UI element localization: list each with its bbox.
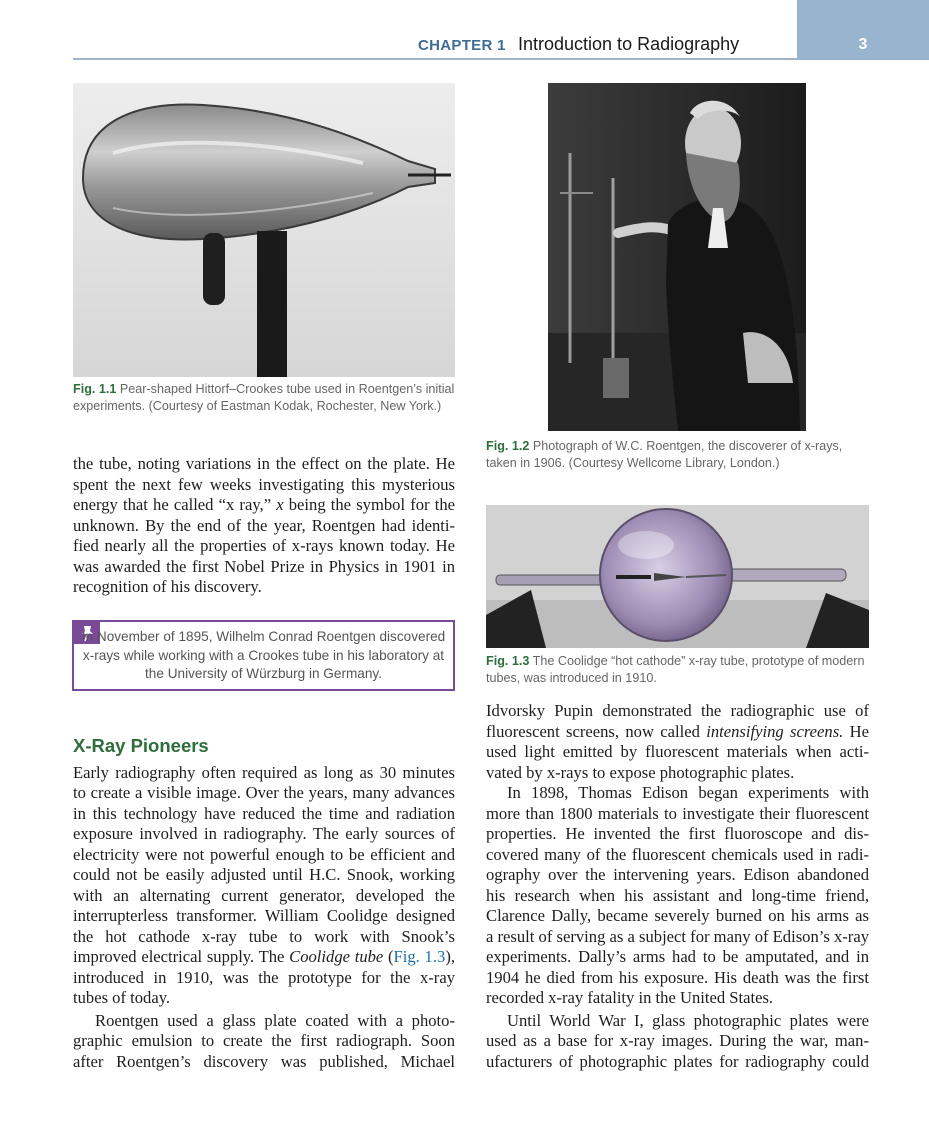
crookes-tube-photo [73,83,455,377]
figure-1-3-caption [486,653,869,687]
body-text-line: Roentgen used a glass plate coated with a photo- [95,1011,455,1030]
body-text-line: more than 1800 materials to investigate their fluorescent [486,804,869,823]
body-text-line: properties. He invented the first fluoroscope and dis- [486,824,869,843]
header-rule [73,58,797,60]
body-text-line: In 1898, Thomas Edison began experiments with [507,783,869,802]
body-text-line: tubes of today. [73,988,171,1007]
figure-1-3-link[interactable]: Fig. 1.3 [393,947,446,966]
chapter-title: Introduction to Radiography [518,34,740,54]
body-text-line: unknown. By the end of the year, Roentgen had identi- [73,516,455,535]
chapter-label: CHAPTER 1 [418,37,506,54]
body-text-line: ufacturers of photographic plates for radiography could [486,1052,869,1071]
body-text-line: covered many of the fluorescent chemicals used in radi- [486,845,869,864]
coolidge-tube-photo [486,505,869,648]
page-number: 3 [858,36,868,53]
body-text-line: fied nearly all the properties of x-rays known today. He [73,536,455,555]
figure-label: Fig. 1.1 [73,382,117,396]
body-text-line: used light emitted by fluorescent materials when acti- [486,742,869,761]
figure-1-1-caption [73,381,455,415]
body-text-line: his research when his assistant and long-time friend, [486,886,869,905]
body-text-line: 1904 he died from his exposure. His death was the first [486,968,869,987]
body-text-line: fluorescent screens, now called intensifying screens. He [486,722,870,741]
caption-text: The Coolidge “hot cathode” x-ray tube, prototype of modern tubes, was introduced in 1910. [486,654,865,685]
body-text-line: exposure involved in radiography. The early sources of [73,824,455,843]
key-fact-callout [72,620,455,691]
body-text-line: used as a base for x-ray images. During the war, man- [486,1031,869,1050]
body-text-line: in this technology have reduced the time and radiation [73,804,455,823]
body-text-line: the tube, noting variations in the effect on the plate. He [73,454,455,473]
body-text-line: with an alternating current generator, developed the [73,886,455,905]
body-text-line: could not be easily adjusted until H.C. Snook, working [73,865,455,884]
body-text-line: recognition of his discovery. [73,577,262,596]
caption-text: Photograph of W.C. Roentgen, the discoverer of x-rays, taken in 1906. (Courtesy Wellcome Library, London.) [486,439,843,470]
caption-text: Pear-shaped Hittorf–Crookes tube used in Roentgen’s initial experiments. (Courtesy of Eastman Kodak, Rochester, New York.) [73,382,455,413]
body-text-line: improved electrical supply. The Coolidge tube (Fig. 1.3), [73,947,455,966]
figure-1-2-caption [486,438,869,472]
body-text-line: spent the next few weeks investigating this mysterious [73,475,455,494]
body-text-line: a result of serving as a subject for many of Edison’s x-ray [486,927,869,946]
section-heading: X-Ray Pioneers [73,735,209,756]
body-text-line: after Roentgen’s discovery was published, Michael [73,1052,455,1071]
body-text-line: experiments. Dally’s arms had to be amputated, and in [486,947,869,966]
body-text-line: Idvorsky Pupin demonstrated the radiographic use of [486,701,869,720]
body-text-line: graphic emulsion to create the first radiograph. Soon [73,1031,455,1050]
body-text-line: to create a visible image. Over the years, many advances [73,783,455,802]
body-text-line: Early radiography often required as long as 30 minutes [73,763,455,782]
roentgen-portrait-photo [548,83,806,431]
body-text-line: energy that he called “x ray,” x being the symbol for the [73,495,455,514]
figure-label: Fig. 1.2 [486,439,530,453]
body-text-line: interrupterless transformer. William Coolidge designed [73,906,455,925]
body-text-line: ography over the intervening years. Edison abandoned [486,865,869,884]
body-text-line: was awarded the first Nobel Prize in Physics in 1901 in [73,557,455,576]
figure-label: Fig. 1.3 [486,654,530,668]
body-text-line: vated by x-rays to expose photographic plates. [486,763,795,782]
body-text-line: Until World War I, glass photographic plates were [507,1011,869,1030]
body-text-line: electricity were not powerful enough to be efficient and [73,845,455,864]
body-text-line: the hot cathode x-ray tube to work with Snook’s [73,927,455,946]
body-text-line: introduced in 1910, was the prototype for the x-ray [73,968,455,987]
body-text-line: Clarence Dally, became severely burned on his arms as [486,906,869,925]
body-text-line: recorded x-ray fatality in the United States. [486,988,774,1007]
callout-text: In November of 1895, Wilhelm Conrad Roentgen discovered x-rays while working with a Crookes tube in his laboratory at the University of Würzburg in Germany. [81,629,446,681]
